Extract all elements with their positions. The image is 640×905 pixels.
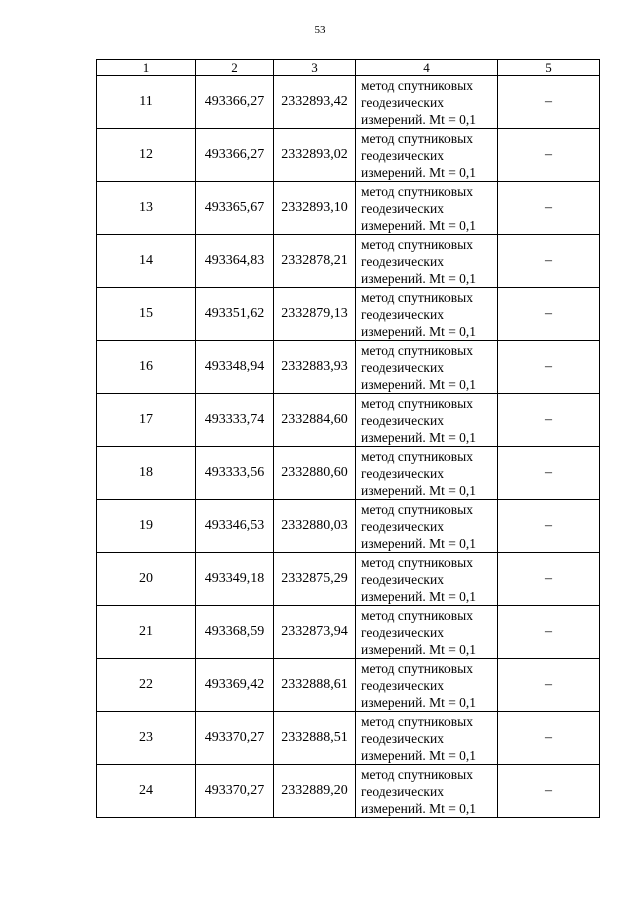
table-row (97, 341, 600, 394)
note-cell: – (498, 341, 600, 394)
note-cell: – (498, 129, 600, 182)
y-coordinate-cell: 2332889,20 (274, 765, 356, 818)
x-coordinate-cell: 493349,18 (196, 553, 274, 606)
table-row (97, 129, 600, 182)
method-line: геодезических (361, 306, 444, 322)
method-line: измерений. Mt = 0,1 (361, 535, 477, 551)
note-cell: – (498, 553, 600, 606)
method-line: измерений. Mt = 0,1 (361, 641, 477, 657)
x-coordinate-cell: 493369,42 (196, 659, 274, 712)
column-header: 1 (97, 60, 196, 76)
x-coordinate-cell: 493370,27 (196, 712, 274, 765)
y-coordinate-cell: 2332893,02 (274, 129, 356, 182)
method-cell (356, 765, 498, 818)
y-coordinate-cell: 2332879,13 (274, 288, 356, 341)
note-cell: – (498, 76, 600, 129)
method-line: метод спутниковых (361, 660, 473, 676)
method-line: метод спутниковых (361, 130, 473, 146)
method-line: геодезических (361, 253, 444, 269)
method-cell (356, 606, 498, 659)
table-body (97, 76, 600, 818)
point-number-cell: 21 (97, 606, 196, 659)
table-row (97, 500, 600, 553)
point-number-cell: 17 (97, 394, 196, 447)
method-line: геодезических (361, 465, 444, 481)
column-header: 4 (356, 60, 498, 76)
point-number-cell: 16 (97, 341, 196, 394)
method-line: геодезических (361, 783, 444, 799)
method-cell (356, 712, 498, 765)
method-line: метод спутниковых (361, 501, 473, 517)
method-line: метод спутниковых (361, 183, 473, 199)
note-cell: – (498, 606, 600, 659)
point-number-cell: 24 (97, 765, 196, 818)
method-line: метод спутниковых (361, 395, 473, 411)
note-cell: – (498, 447, 600, 500)
method-line: метод спутниковых (361, 289, 473, 305)
method-cell (356, 394, 498, 447)
column-header: 5 (498, 60, 600, 76)
table-header-row (97, 60, 600, 76)
point-number-cell: 18 (97, 447, 196, 500)
method-line: метод спутниковых (361, 607, 473, 623)
y-coordinate-cell: 2332888,61 (274, 659, 356, 712)
y-coordinate-cell: 2332883,93 (274, 341, 356, 394)
x-coordinate-cell: 493370,27 (196, 765, 274, 818)
x-coordinate-cell: 493346,53 (196, 500, 274, 553)
x-coordinate-cell: 493364,83 (196, 235, 274, 288)
point-number-cell: 23 (97, 712, 196, 765)
method-cell (356, 341, 498, 394)
x-coordinate-cell: 493366,27 (196, 129, 274, 182)
method-cell (356, 76, 498, 129)
method-line: измерений. Mt = 0,1 (361, 588, 477, 604)
note-cell: – (498, 394, 600, 447)
method-line: измерений. Mt = 0,1 (361, 270, 477, 286)
y-coordinate-cell: 2332880,03 (274, 500, 356, 553)
y-coordinate-cell: 2332893,10 (274, 182, 356, 235)
y-coordinate-cell: 2332875,29 (274, 553, 356, 606)
y-coordinate-cell: 2332893,42 (274, 76, 356, 129)
table-row (97, 765, 600, 818)
table-row (97, 712, 600, 765)
table-row (97, 76, 600, 129)
y-coordinate-cell: 2332888,51 (274, 712, 356, 765)
point-number-cell: 15 (97, 288, 196, 341)
method-line: измерений. Mt = 0,1 (361, 429, 477, 445)
method-line: измерений. Mt = 0,1 (361, 111, 477, 127)
method-line: геодезических (361, 200, 444, 216)
method-line: геодезических (361, 518, 444, 534)
table-row (97, 447, 600, 500)
method-line: геодезических (361, 677, 444, 693)
page-number: 53 (314, 24, 326, 36)
method-cell (356, 182, 498, 235)
method-line: метод спутниковых (361, 554, 473, 570)
table-row (97, 288, 600, 341)
note-cell: – (498, 182, 600, 235)
table-row (97, 182, 600, 235)
method-line: метод спутниковых (361, 713, 473, 729)
method-line: метод спутниковых (361, 342, 473, 358)
table-row (97, 235, 600, 288)
method-line: геодезических (361, 359, 444, 375)
coordinates-table (96, 59, 600, 818)
y-coordinate-cell: 2332873,94 (274, 606, 356, 659)
x-coordinate-cell: 493351,62 (196, 288, 274, 341)
method-line: измерений. Mt = 0,1 (361, 376, 477, 392)
method-cell (356, 235, 498, 288)
x-coordinate-cell: 493333,74 (196, 394, 274, 447)
method-line: измерений. Mt = 0,1 (361, 482, 477, 498)
method-line: геодезических (361, 94, 444, 110)
point-number-cell: 13 (97, 182, 196, 235)
method-cell (356, 288, 498, 341)
method-line: метод спутниковых (361, 448, 473, 464)
method-line: измерений. Mt = 0,1 (361, 694, 477, 710)
note-cell: – (498, 659, 600, 712)
method-line: геодезических (361, 571, 444, 587)
point-number-cell: 20 (97, 553, 196, 606)
column-header: 3 (274, 60, 356, 76)
method-line: измерений. Mt = 0,1 (361, 747, 477, 763)
table-row (97, 659, 600, 712)
method-line: измерений. Mt = 0,1 (361, 217, 477, 233)
method-line: измерений. Mt = 0,1 (361, 800, 477, 816)
method-cell (356, 500, 498, 553)
point-number-cell: 19 (97, 500, 196, 553)
note-cell: – (498, 288, 600, 341)
x-coordinate-cell: 493368,59 (196, 606, 274, 659)
table-row (97, 553, 600, 606)
method-line: геодезических (361, 730, 444, 746)
note-cell: – (498, 765, 600, 818)
note-cell: – (498, 712, 600, 765)
method-line: геодезических (361, 147, 444, 163)
x-coordinate-cell: 493366,27 (196, 76, 274, 129)
method-line: метод спутниковых (361, 77, 473, 93)
method-line: метод спутниковых (361, 236, 473, 252)
y-coordinate-cell: 2332878,21 (274, 235, 356, 288)
method-line: измерений. Mt = 0,1 (361, 323, 477, 339)
method-line: измерений. Mt = 0,1 (361, 164, 477, 180)
column-header: 2 (196, 60, 274, 76)
x-coordinate-cell: 493348,94 (196, 341, 274, 394)
method-cell (356, 659, 498, 712)
method-line: геодезических (361, 412, 444, 428)
method-cell (356, 129, 498, 182)
method-line: геодезических (361, 624, 444, 640)
point-number-cell: 11 (97, 76, 196, 129)
table-row (97, 394, 600, 447)
y-coordinate-cell: 2332880,60 (274, 447, 356, 500)
note-cell: – (498, 500, 600, 553)
method-cell (356, 553, 498, 606)
point-number-cell: 12 (97, 129, 196, 182)
x-coordinate-cell: 493333,56 (196, 447, 274, 500)
method-cell (356, 447, 498, 500)
point-number-cell: 14 (97, 235, 196, 288)
point-number-cell: 22 (97, 659, 196, 712)
table-row (97, 606, 600, 659)
y-coordinate-cell: 2332884,60 (274, 394, 356, 447)
note-cell: – (498, 235, 600, 288)
x-coordinate-cell: 493365,67 (196, 182, 274, 235)
method-line: метод спутниковых (361, 766, 473, 782)
